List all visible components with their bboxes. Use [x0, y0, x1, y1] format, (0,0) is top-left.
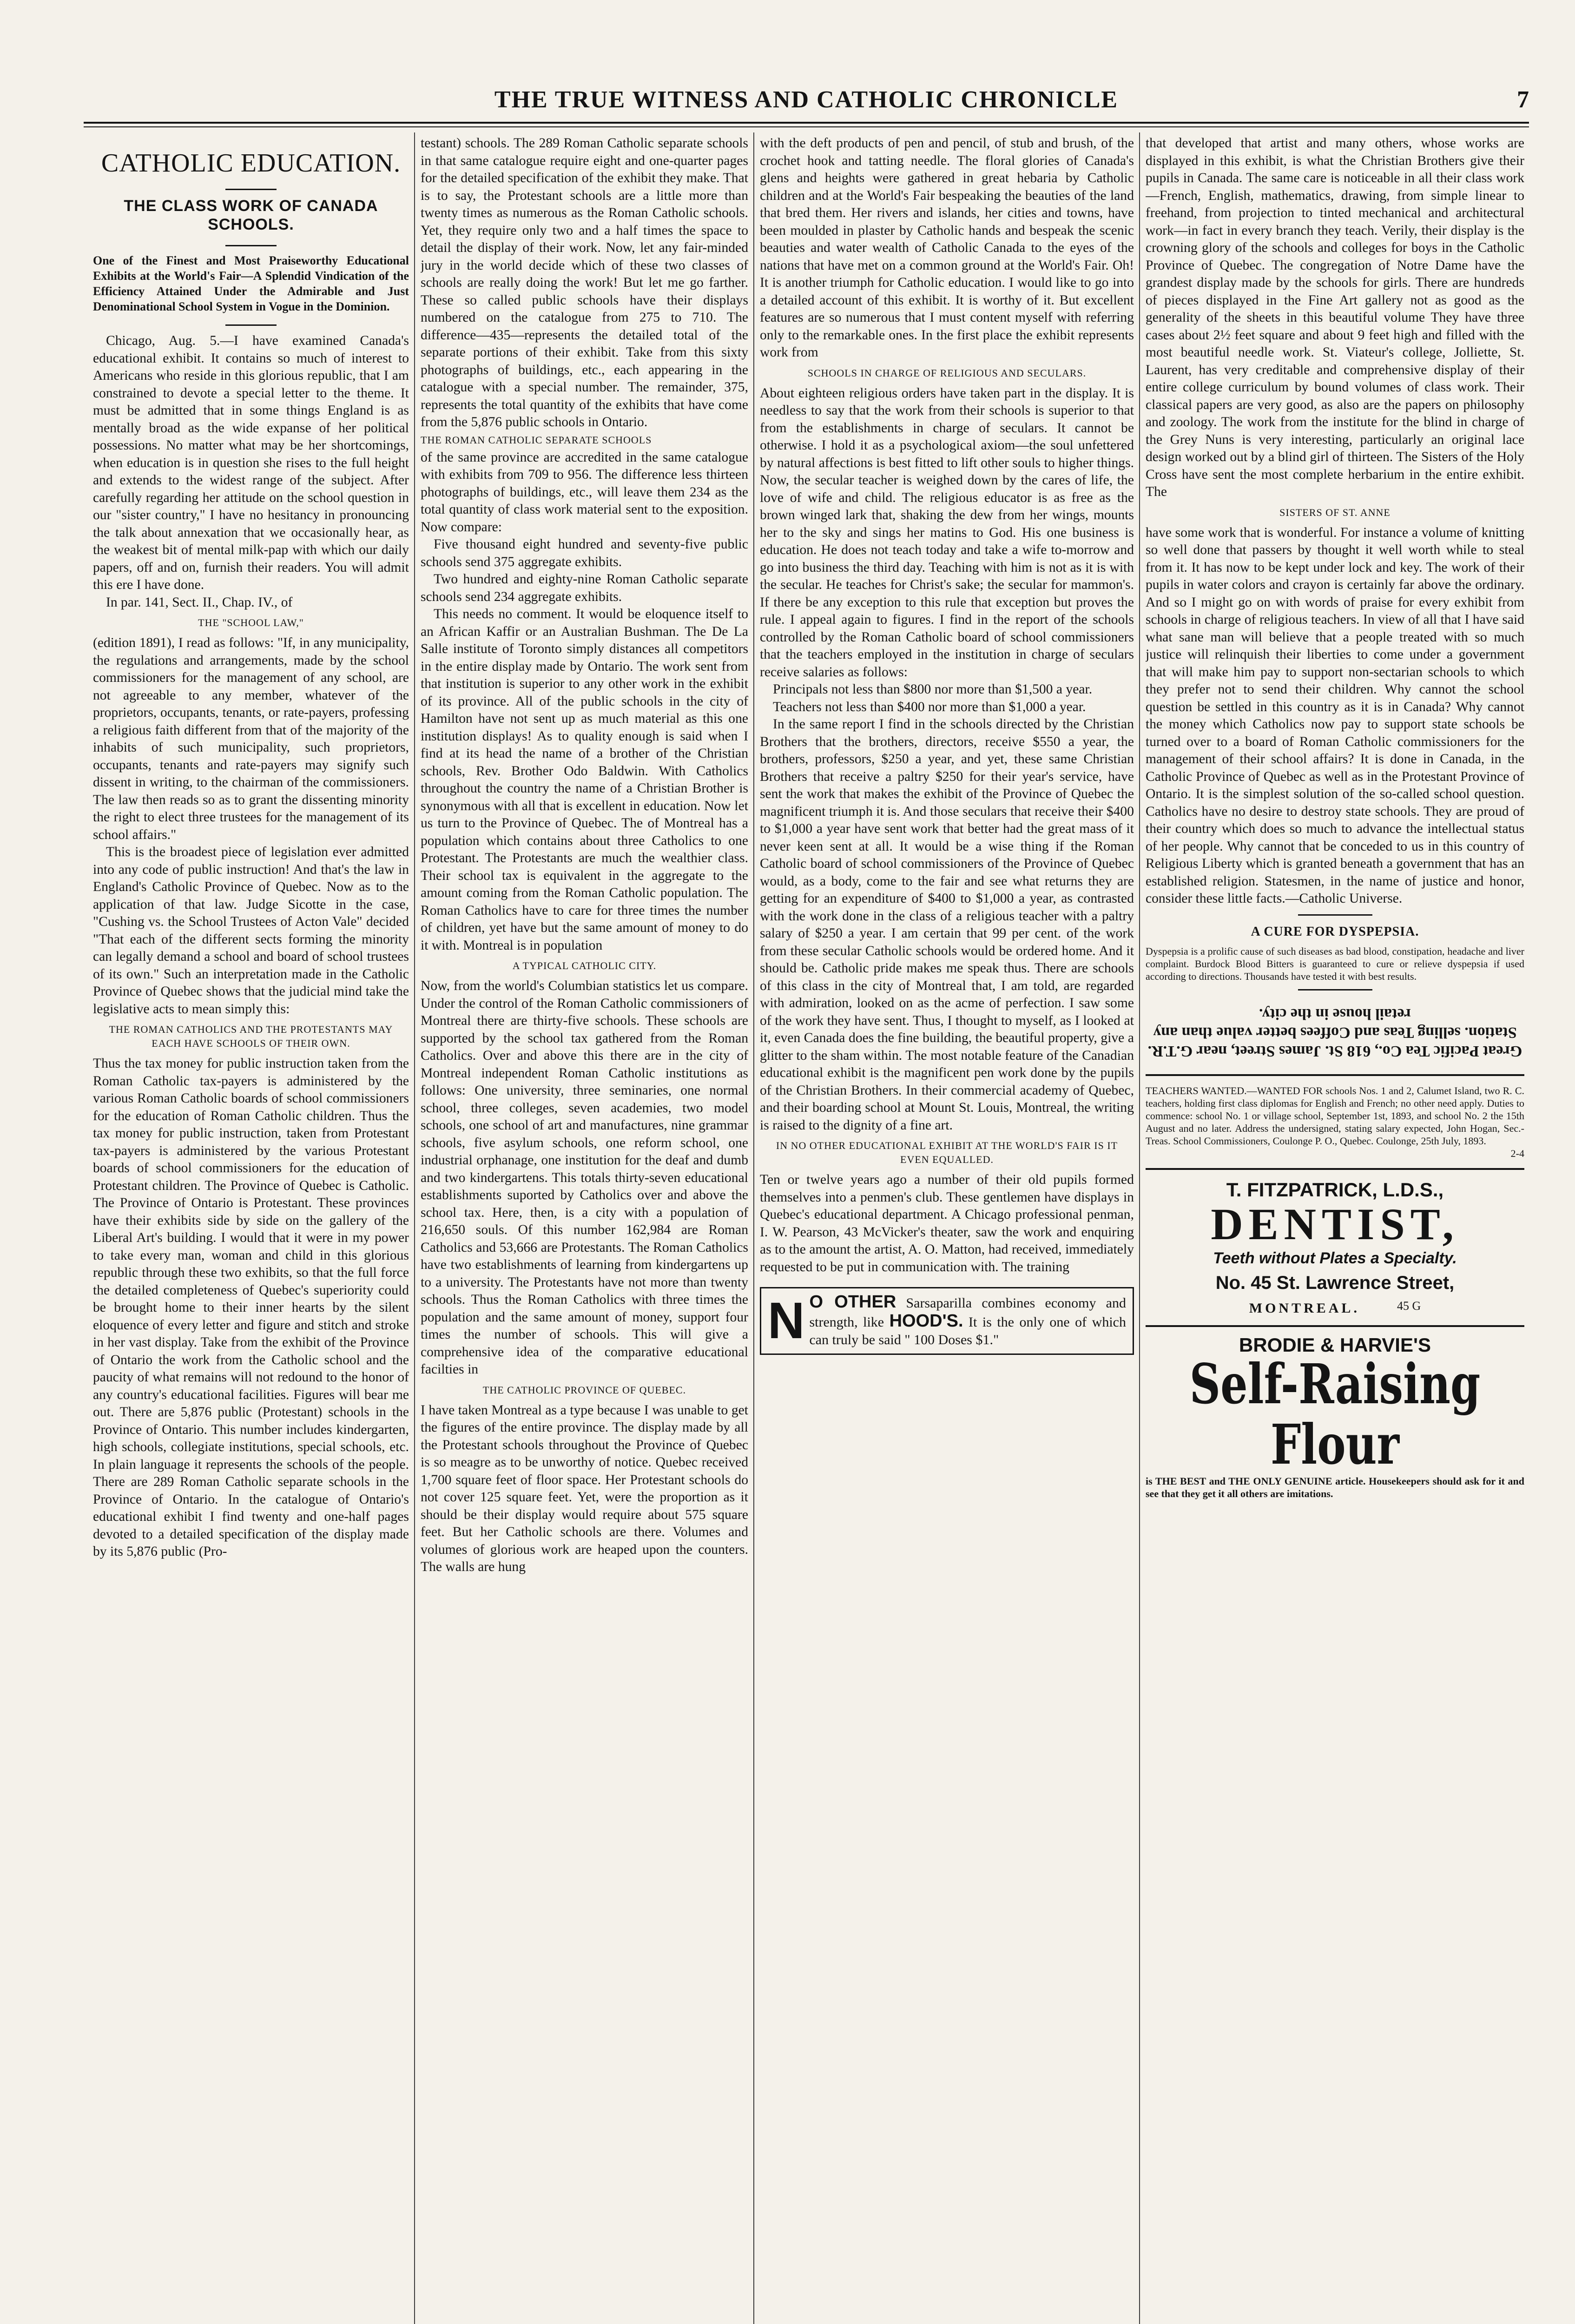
hood-ad-line-1: Sarsaparilla combines economy and strength, like [809, 1295, 1126, 1330]
column-4 [1146, 135, 1524, 2324]
paragraph: of the same province are accredited in the same catalogue with exhibits from 709 to 956. The difference less thirteen photographs of buildings, etc., will leave them 234 as the total quantity of class work material sent to the exposition. Now compare: [421, 449, 748, 535]
paragraph: Teachers not less than $400 nor more than $1,000 a year. [773, 699, 1086, 714]
ad-rule [1146, 1168, 1524, 1170]
ad-rule [1146, 1325, 1524, 1327]
section-subhead: IN NO OTHER EDUCATIONAL EXHIBIT AT THE WORLD'S FAIR IS IT EVEN EQUALLED. [776, 1140, 1118, 1165]
flour-ad-title: Self-Raising Flour [1189, 1351, 1481, 1477]
hood-drop-letter: N [768, 1292, 805, 1349]
section-subhead: THE ROMAN CATHOLICS AND THE PROTESTANTS MAY EACH HAVE SCHOOLS OF THEIR OWN. [109, 1023, 393, 1049]
hood-ad-label: O OTHER [809, 1292, 896, 1312]
masthead-rule-thin [84, 126, 1529, 127]
column-rule [753, 132, 754, 2324]
article-end-rule [1298, 914, 1372, 916]
paragraph: with the deft products of pen and pencil, of stub and brush, of the crochet hook and tatting needle. The floral glories of Canada's glens and heights were gathered in great hebaria by Catholic children and at the World's Fair bespeaking the beauties of the land that bred them. Her rivers and islands, her cities and towns, have been moulded in plaster by Catholic hands and bespeak the scenic beauties and water wealth of Catholic Canada to the eyes of the nations that have met on a common ground at the World's Fair. Oh! It is another triumph for Catholic education. I would like to go into a detailed account of this exhibit. It is worthy of it. But excellent features are so numerous that I must content myself with referring only to the remarkable ones. In the first place the exhibit represents work from [760, 136, 1134, 360]
dyspepsia-ad-body: Dyspepsia is a prolific cause of such diseases as bad blood, constipation, headache and liver complaint. Burdock Blood Bitters is guaranteed to cure or relieve dyspepsia if used according to directions. Thousands have tested it with best results. [1146, 945, 1524, 982]
dentist-title: DENTIST, [1211, 1199, 1459, 1249]
paragraph: This needs no comment. It would be eloquence itself to an African Kaffir or an Australian Bushman. The De La Salle institute of Toronto simply distances all competitors in the entire display made by Ontario. The work sent from that institution is superior to any other work in the exhibit of its province. All of the public schools in the city of Hamilton have not sent up as much material as this one institution displays! As to quality enough is said when I find at its head the name of a brother of the Christian schools, Rev. Brother Odo Baldwin. With Catholics throughout the country the name of a Christian Brother is synonymous with all that is excellent in education. Now let us turn to the Province of Quebec. The of Montreal has a population which contains about three Catholics to one Protestant. The Protestants are much the wealthier class. Their school tax is equivalent in the aggregate to the amount coming from the Roman Catholic population. The Roman Catholics have to care for three times the number of children, yet have but the same amount of money to do it with. Montreal is in population [421, 607, 748, 953]
paragraph: testant) schools. The 289 Roman Catholic separate schools in that same catalogue require eight and one-quarter pages for the detailed specification of the exhibit they make. That is to say, the Protestant schools are a little more than twenty times as numerous as the Roman Catholic schools. Yet, they require only two and a half times the space to detail the display of their work. Now, let any fair-minded jury in the world decide which of these two classes of schools are really doing the work! But let me go farther. These so called public schools have their displays numbered on the catalogue from 275 to 710. The difference—435—represents the detailed total of the separate portions of their exhibit. Take from this sixty photographs of buildings, etc., each appearing in the catalogue with a special number. The remainder, 375, represents the total quantity of the exhibits that have come from the 5,876 public schools in Ontario. [421, 136, 748, 429]
paragraph: About eighteen religious orders have taken part in the display. It is needless to say that the work from their schools is superior to that from the establishments in charge of seculars. It cannot be otherwise. I hold it as a psychological axiom—the soul unfettered by natural affections is best fitted to lift other souls to higher things. Now, the secular teacher is weighed down by the cares of life, the love of wife and child. The religious educator is as free as the brown winged lark that, shaking the dew from her wings, mounts her to the sky and sings her matins to God. His one business is education. He does not teach today and take a wife to-morrow and go into business the third day. Teaching with him is not as it is with the secular. He teaches for Christ's sake; the secular for mammon's. If there be any exception to this rule that exception but proves the rule. I appeal again to figures. I find in the report of the schools controlled by the Roman Catholic board of school commissioners that the teachers employed in the institution in charge of seculars receive salaries as follows: [760, 385, 1134, 680]
newspaper-title: THE TRUE WITNESS AND CATHOLIC CHRONICLE [494, 86, 1119, 113]
dentist-city: MONTREAL. [1249, 1300, 1360, 1316]
masthead-rule [84, 122, 1529, 124]
ad-rule [1298, 989, 1372, 990]
subheadline-rule [225, 245, 277, 246]
flour-ad-head: BRODIE & HARVIE'S [1239, 1334, 1431, 1356]
paragraph: In par. 141, Sect. II., Chap. IV., of [106, 594, 293, 610]
column-2 [421, 135, 748, 2324]
dentist-address: No. 45 St. Lawrence Street, [1215, 1273, 1455, 1293]
paragraph: Chicago, Aug. 5.—I have examined Canada's educational exhibit. It contains so much of interest to Americans who reside in this glorious republic, that I am constrained to devote a special letter to the theme. It must be admitted that in some things England is as mentally broad as the wide expanse of her political possessions. No matter what may be her shortcomings, when education is in question she rises to the full height and extends to the widest range of the subject. After carefully regarding her attitude on the school question in our "sister country," I have no hesitancy in pronouncing the talk about annexation that we occasionally hear, as the weakest bit of mental milk-pap with which our daily papers, off and on, furnish their readers. You will admit this ere I have done. [93, 333, 409, 592]
column-rule [1139, 132, 1140, 2324]
paragraph: Thus the tax money for public instruction taken from the Roman Catholic tax-payers is administered by the various Roman Catholic boards of school commissioners for the education of Roman Catholic children. Thus the tax money for public instruction, taken from Protestant tax-payers is administered by the various Protestant boards of school commissioners for the education of Protestant children. The Province of Quebec is Catholic. The Province of Ontario is Protestant. These provinces have their exhibits side by side on the gallery of the Liberal Art's building. I would that it were in my power to take every man, woman and child in this glorious republic through these two exhibits, so that the full force the detailed completeness of Quebec's superiority could be brought home to their inner hearts by the silent eloquence of every letter and figure and stitch and stroke in her vast display. Take from the exhibit of the Province of Ontario the work from the Catholic school and the paucity of what remains will not redound to the honor of any country's educational facilities. Figures will bear me out. There are 5,876 public (Protestant) schools in the Province of Ontario. This number includes kindergarten, high schools, collegiate institutions, special schools, etc. In plain language it represents the schools of the people. There are 289 Roman Catholic separate schools in the Province of Ontario. In the catalogue of Ontario's educational exhibit I find twenty and one-half pages devoted to a detailed specification of the display made by its 5,876 public (Pro- [93, 1056, 409, 1559]
section-subhead: THE ROMAN CATHOLIC SEPARATE SCHOOLS [421, 434, 652, 446]
section-subhead: SCHOOLS IN CHARGE OF RELIGIOUS AND SECULARS. [807, 367, 1087, 379]
section-subhead: THE CATHOLIC PROVINCE OF QUEBEC. [482, 1384, 686, 1396]
paragraph: (edition 1891), I read as follows: "If, in any municipality, the regulations and arrangements, made by the school commissioners for the management of any school, are not agreeable to any member, whatever of the proprietors, occupants, tenants, or rate-payers, professing a religious faith different from that of the majority of the inhabits of such municipality, such proprietors, occupants, tenants and rate-payers may signify such dissent in writing, to the chairman of the commissioners. The law then reads so as to grant the dissenting minority the right to elect three trustees for the management of its school affairs." [93, 635, 409, 842]
dentist-ad-code: 45 G [1397, 1299, 1421, 1313]
section-subhead: SISTERS OF ST. ANNE [1279, 506, 1390, 518]
hood-ad-text [809, 1293, 1126, 1349]
dyspepsia-ad-head: A CURE FOR DYSPEPSIA. [1251, 924, 1419, 939]
deck-rule [225, 324, 277, 326]
ad-rule [1146, 1074, 1524, 1076]
column-rule [414, 132, 415, 2324]
dentist-name: T. FITZPATRICK, L.D.S., [1226, 1179, 1444, 1201]
paragraph: In the same report I find in the schools directed by the Christian Brothers that the brothers, directors, receive $550 a year, the brothers, professors, $250 a year, and yet, these same Christian Brothers that receive a paltry $250 for their year's service, have sent the work that makes the exhibit of the Province of Quebec the magnificent triumph it is. And those seculars that receive their $400 to $1,000 a year have sent work that better had the great mass of it never keen sent at all. It would be a wise thing if the Roman Catholic board of school commissioners of the Province of Quebec would, as a body, come to the fair and see what returns they are getting for an expenditure of $400 to $1,000 a year, as contrasted with the work done in the class of a religious teacher with a paltry salary of $250 a year. I am certain that 99 per cent. of the work from these secular Catholic schools would be ordered home. And it should be. Catholic pride makes me speak thus. There are schools of this class in the city of Montreal that, I am told, are regarded with admiration, looked on as the acme of perfection. I saw some of the work they have sent. Thus, I thought to myself, as I looked at it, even Canada does the fine building, the beautiful property, give a glitter to the sham within. The most notable feature of the Canadian educational exhibit is the magnificent pen work done by the pupils of the Christian Brothers. In their commercial academy of Quebec, and their boarding school at Mount St. Louis, Montreal, the writing is raised to the dignity of a fine art. [760, 717, 1134, 1133]
section-subhead: A TYPICAL CATHOLIC CITY. [512, 960, 657, 971]
paragraph: I have taken Montreal as a type because I was unable to get the figures of the entire province. The display made by all the Protestant schools throughout the Province of Quebec is so meagre as to be unworthy of notice. Quebec received 1,700 square feet of floor space. Her Protestant schools do not cover 125 square feet. Yet, were the proportion as it should be their display would require about 575 square feet. But her Catholic schools are there. Volumes and volumes of glorious work are heaped upon the counters. The walls are hung [421, 1402, 748, 1574]
column-3 [760, 135, 1134, 2324]
paragraph: Ten or twelve years ago a number of their old pupils formed themselves into a penmen's club. These gentlemen have displays in Quebec's educational department. A Chicago professional penman, I. W. Pearson, 43 McVicker's theater, saw the work and enquiring as to the amount the artist, A. O. Matton, had received, immediately requested to be put in communication with. The training [760, 1172, 1134, 1274]
paragraph: Two hundred and eighty-nine Roman Catholic separate schools send 234 aggregate exhibits. [421, 572, 748, 604]
flour-ad-footer: is THE BEST and THE ONLY GENUINE article. Housekeepers should ask for it and see that they get it all others are imitations. [1146, 1475, 1524, 1499]
page-number: 7 [1517, 86, 1529, 113]
paragraph: Principals not less than $800 nor more than $1,500 a year. [773, 682, 1093, 697]
dentist-specialty: Teeth without Plates a Specialty. [1213, 1249, 1457, 1267]
paragraph: Now, from the world's Columbian statistics let us compare. Under the control of the Roman Catholic commissioners of Montreal there are thirty-five schools. These schools are supported by the school tax gathered from the Roman Catholics. Over and above this there are in the city of Montreal independent Roman Catholic institutions as follows: One university, three seminaries, one normal school, three colleges, seven academies, two model schools, one school of art and manufactures, nine grammar schools, five asylum schools, one reform school, one industrial orphanage, one institution for the deaf and dumb and two kindergartens. This totals thirty-seven educational establishments suported by Catholics over and above the school tax. Here, then, is a city with a population of 216,650 souls. Of this number 162,984 are Roman Catholics and 53,666 are Protestants. The Roman Catholics have two establishments of learning from kindergartens up to a university. The Protestants have not more than twenty schools. Thus the Roman Catholics with three times the population and the same amount of money, support four times the number of schools. This will give a comprehensive idea of the comparative educational facilties in [421, 978, 748, 1377]
paragraph: have some work that is wonderful. For instance a volume of knitting so well done that passers by thought it well worth while to steal from it. It has now to be kept under lock and key. The work of their pupils in water colors and crayon is certainly far above the ordinary. And so I might go on with words of praise for every exhibit from schools in charge of religious teachers. In view of all that I have said what sane man will believe that a people treated with so much justice will relinquish their liberties to come under a government that will make him pay to support non-sectarian schools to which they prefer not to send their children. Why cannot the school question be settled in this country as it is in Canada? Why cannot the money which Catholics now pay to support state schools be turned over to a board of Roman Catholic commissioners for the management of their school affairs? It is done in Canada, in the Catholic Province of Quebec as well as in the Protestant Province of Ontario. It is the simplest solution of the so-called school question. Catholics have no desire to destroy state schools. They are proud of their country which does so much to advance the intellectual status of her people. Why cannot that be conceded to us in this country of Religious Liberty which is granted beneath a government that has an established religion. Statesmen, in the name of justice and honor, consider these little facts.—Catholic Universe. [1146, 525, 1524, 906]
article-deck: One of the Finest and Most Praiseworthy Educational Exhibits at the World's Fair—A Splendid Vindication of the Efficiency Attained Under the Admirable and Just Denominational School System in Vogue in the Dominion. [93, 254, 409, 313]
paragraph: This is the broadest piece of legislation ever admitted into any code of public instruction! And that's the law in England's Catholic Province of Quebec. Now as to the application of that law. Judge Sicotte in the case, "Cushing vs. the School Trustees of Acton Vale" decided "That each of the different sects forming the minority can legally demand a school and board of school trustees of its own." Such an interpretation made in the Catholic Province of Quebec shows that the judicial mind take the legislative acts to mean simply this: [93, 845, 409, 1017]
teachers-ad-code: 2-4 [1510, 1148, 1524, 1159]
article-headline: CATHOLIC EDUCATION. [101, 149, 401, 178]
hood-ad-label-2: HOOD'S. [889, 1311, 963, 1331]
dentist-city-row [1146, 1300, 1524, 1317]
hoods-sarsaparilla-ad [760, 1287, 1134, 1355]
paragraph: that developed that artist and many others, whose works are displayed in this exhibit, is what the Christian Brothers give their pupils in Canada. The same care is noticeable in all their class work—French, English, mathematics, drawing, from simple linear to freehand, from projection to tinted mechanical and architectural work—in fact in every branch they teach. Verily, their display is the crowning glory of the schools and colleges for boys in the Catholic Province of Quebec. The congregation of Notre Dame have the grandest display made by the schools for girls. There are hundreds of pieces displayed in the Fine Art gallery not as good as the generality of the sheets in this beautiful volume They have three cases about 2½ feet square and about 9 feet high and filled with the most beautiful needle work. St. Viateur's college, Jolliette, St. Laurent, has very creditable and comprehensive display of their entire college curriculum by bound volumes of class work. Their classical papers are very good, as also are the papers on philosophy and zoology. The work from the institute for the blind in charge of the Grey Nuns is very interesting, particularly an original lace design worked out by a blind girl of thirteen. The Sisters of the Holy Cross have sent the most complete herbarium in the entire exhibit. The [1146, 136, 1524, 499]
hood-ad-line-2: It is the only one of which can truly be said " 100 Doses $1." [809, 1314, 1126, 1347]
masthead [84, 86, 1529, 119]
headline-rule [225, 189, 277, 190]
inverted-tea-ad: Great Pacific Tea Co., 618 St. James Street, near G.T.R. Station. selling Teas and Coffees better value than any retail house in the city. [1147, 1005, 1522, 1060]
teachers-wanted-ad: TEACHERS WANTED.—WANTED FOR schools Nos. 1 and 2, Calumet Island, two R. C. teachers, holding first class diplomas for English and French; no other need apply. Duties to commence: school No. 1 or village school, September 1st, 1893, and school No. 2 the 15th August and no later. Address the undersigned, stating salary expected, John Hogan, Sec.-Treas. School Commissioners, Coulonge P. O., Quebec. Coulonge, 25th July, 1893. [1146, 1085, 1524, 1147]
article-subheadline: THE CLASS WORK OF CANADA SCHOOLS. [124, 197, 378, 233]
column-1 [93, 135, 409, 2324]
paragraph: Five thousand eight hundred and seventy-five public schools send 375 aggregate exhibits. [421, 537, 748, 569]
section-subhead: THE "SCHOOL LAW," [198, 617, 304, 628]
